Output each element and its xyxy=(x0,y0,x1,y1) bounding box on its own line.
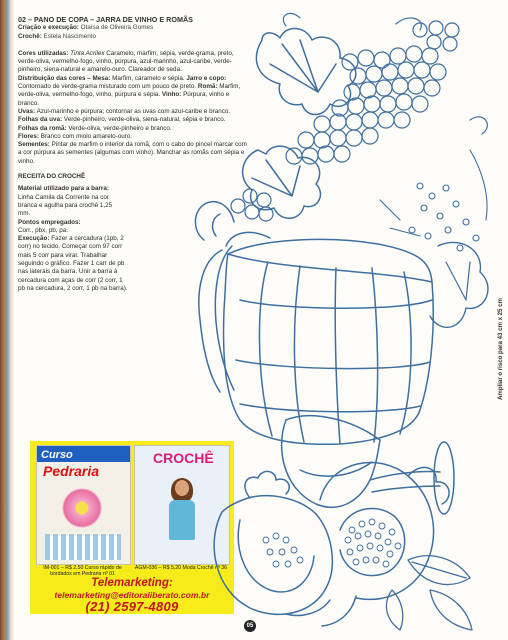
magazine-cover-pedraria xyxy=(36,445,131,565)
magazine-title: Pedraria xyxy=(43,463,100,479)
small-flowers-icon xyxy=(380,150,487,251)
pontos-label: Pontos empregados: xyxy=(18,218,81,226)
telemarketing-heading: Telemarketing: xyxy=(91,577,173,589)
grape-bunch-icon xyxy=(231,21,459,221)
magazine-caption: IM-001 – R$ 2,50 Curso rápido de bordados em Pedraria nº 01 xyxy=(43,565,122,578)
material-text: Linha Camila da Corrente na cor branca e agulha para crochê 1,25 mm. xyxy=(18,193,113,218)
material-label: Material utilizado para a barra: xyxy=(18,185,109,193)
wine-jug-icon xyxy=(195,202,433,445)
croche-section-title: RECEITA DO CROCHÊ xyxy=(18,173,86,181)
magazine-title-top: Curso xyxy=(41,449,73,461)
email-address: telemarketing@editoraliberato.com.br xyxy=(54,590,210,600)
credit-value: Otaísa de Oliveira Gomes xyxy=(80,24,154,32)
credit-label: Criação e execução: xyxy=(18,24,79,32)
credit-label: Crochê: xyxy=(18,32,42,40)
paint-colors: Cores utilizadas: Tinta Acrilex Caramelo, marfim, sépia, verde-grama, preto, verde-oliva, vermelho-fogo, vinho, púrpura, azul-marinho, azul-caribe, verde-pinheiro, siena-natural e amarelo-ouro. Clareador de seda. xyxy=(18,49,234,74)
page-binding-edge xyxy=(0,0,14,640)
grape-leaves-icon xyxy=(243,28,356,218)
magazine-caption: AGM-036 – R$ 5,20 Moda Crochê nº 36 xyxy=(134,565,228,571)
paint-uvas: Uvas: Azul-marinho e púrpura; contornar as uvas com azul-caribe e branco. Folhas da uva: Verde-pinheiro, verde-oliva, siena-natural, sépia e branco. xyxy=(18,107,231,124)
magazine-title: CROCHÊ xyxy=(153,450,214,466)
towel-icon xyxy=(45,534,121,560)
paint-distribution: Distribuição das cores – Mesa: Marfim, caramelo e sépia. Jarro e copo: Contornado de verde-grama misturado com um pouco de preto. Romã: Marfim, verde-oliva, vermelho-fogo, vinho, púrpura e sépia. Vinho: Púrpura, vinho e branco. xyxy=(18,74,241,107)
paint-flores: Flores: Branco com miolo amarelo-ouro. xyxy=(18,132,133,140)
flower-icon xyxy=(59,488,105,528)
execucao-text: Execução: Fazer a cercadura (1pb, 2 corr) no tecido. Começar com 97 corr mais 5 corr para virar. Trabalhar seguindo o gráfico. Fazer 1 carr de pb nas laterais da barra. Unir a barra à cercadura com aças de corr (2 corr, 1 pb na cercadura, 2 corr, 1 pb na barra). xyxy=(18,235,128,292)
enlargement-note: Ampliar o risco para 43 cm x 25 cm xyxy=(497,298,504,400)
paint-sementes: Sementes: Pintar de marfim o interior da romã, com o cabo do pincel marcar com a cor púrpura as sementes (algumas com vinho). Manchar as romãs com sépia e vinho. xyxy=(18,141,247,165)
pattern-title: 02 – PANO DE COPA – JARRA DE VINHO E ROMÃS xyxy=(18,15,193,24)
phone-number: (21) 2597-4809 xyxy=(85,599,179,614)
embroidery-pattern-drawing xyxy=(160,0,508,640)
page-number: 05 xyxy=(244,620,256,632)
credit-value: Estela Nascimento xyxy=(43,32,97,40)
paint-folhas-roma: Folhas da romã: Verde-oliva, verde-pinheiro e branco. xyxy=(18,124,172,132)
wine-glass-icon xyxy=(282,416,454,514)
pontos-text: Corr., pbx, pb, pa. xyxy=(18,226,69,234)
